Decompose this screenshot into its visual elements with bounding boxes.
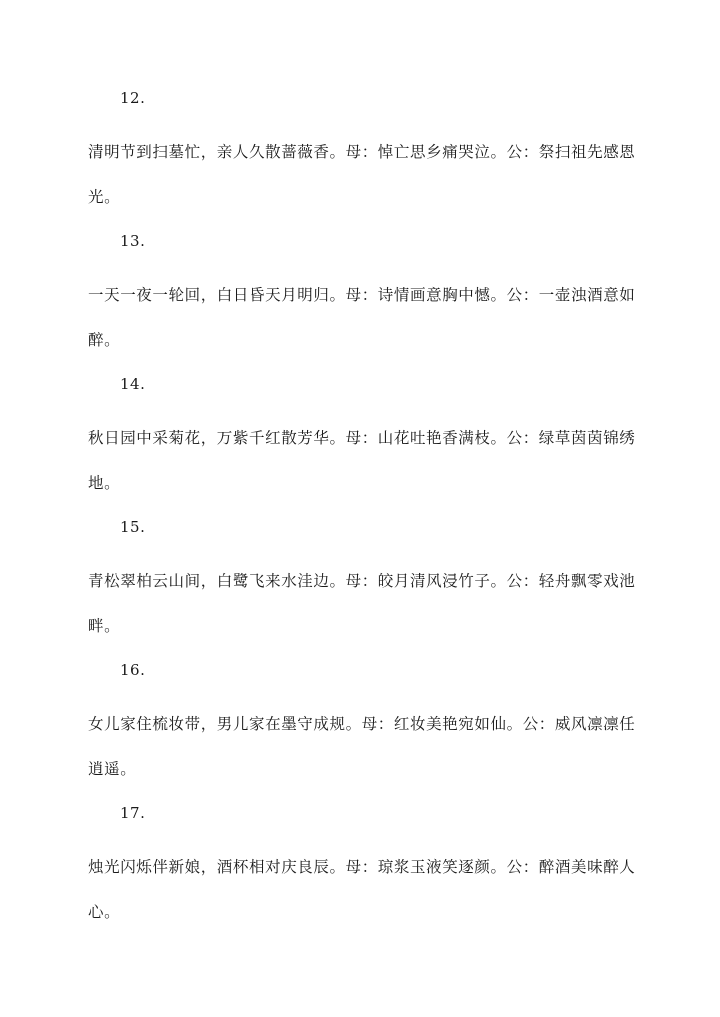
- entry-12: [88, 88, 648, 220]
- entry-16: [88, 660, 648, 792]
- entry-text: 一天一夜一轮回，白日昏天月明归。母：诗情画意胸中憾。公：一壶浊酒意如醉。: [88, 286, 636, 349]
- entry-number: 12.: [120, 89, 146, 107]
- entry-text: 秋日园中采菊花，万紫千红散芳华。母：山花吐艳香满枝。公：绿草茵茵锦绣地。: [88, 429, 636, 492]
- entry-number: 13.: [120, 232, 146, 250]
- entry-13: [88, 231, 648, 363]
- entry-number: 14.: [120, 375, 146, 393]
- entry-17: [88, 803, 648, 935]
- entry-number: 16.: [120, 661, 146, 679]
- entry-text: 烛光闪烁伴新娘，酒杯相对庆良辰。母：琼浆玉液笑逐颜。公：醉酒美味醉人心。: [88, 858, 636, 921]
- entry-number: 15.: [120, 518, 146, 536]
- entry-number: 17.: [120, 804, 146, 822]
- entry-text: 清明节到扫墓忙，亲人久散蔷薇香。母：悼亡思乡痛哭泣。公：祭扫祖先感恩光。: [88, 143, 636, 206]
- entry-15: [88, 517, 648, 649]
- entry-text: 女儿家住梳妆带，男儿家在墨守成规。母：红妆美艳宛如仙。公：威风凛凛任逍遥。: [88, 715, 636, 778]
- entry-text: 青松翠柏云山间，白鹭飞来水洼边。母：皎月清风浸竹子。公：轻舟飘零戏池畔。: [88, 572, 636, 635]
- entry-14: [88, 374, 648, 506]
